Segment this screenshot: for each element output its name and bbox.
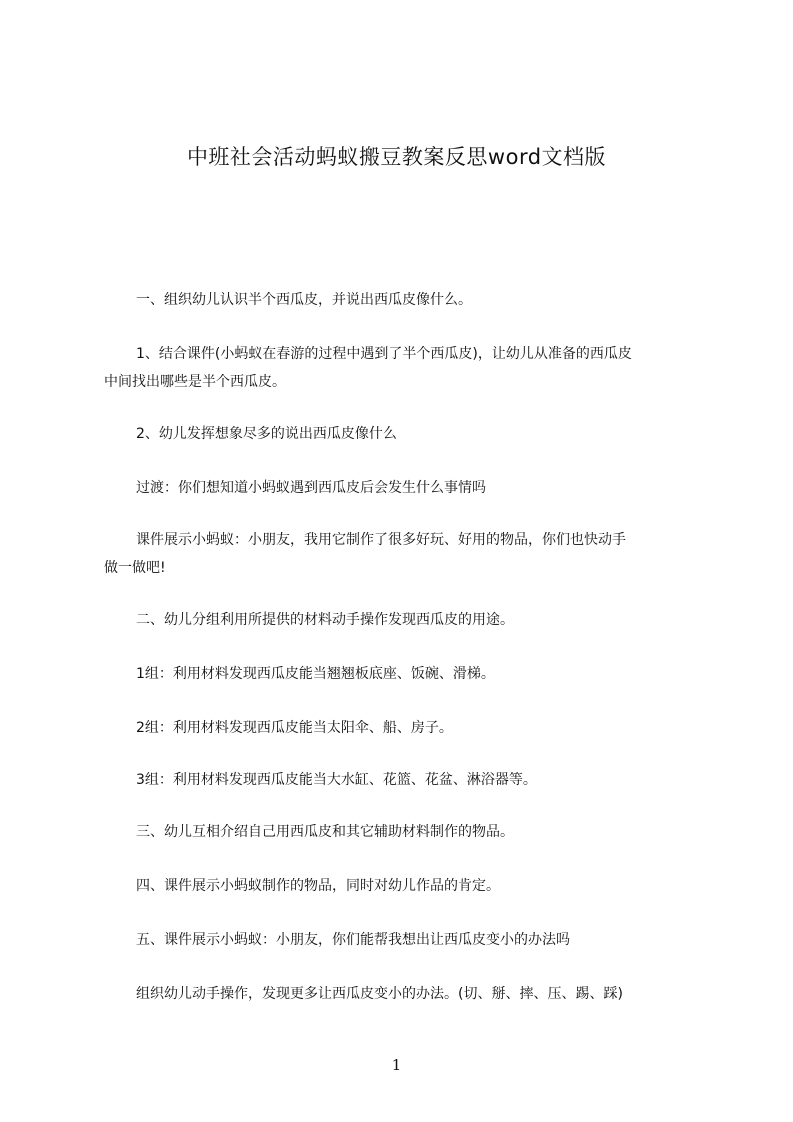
paragraph-text-continued: 中间找出哪些是半个西瓜皮。 [104,374,286,390]
document-title: 中班社会活动蚂蚁搬豆教案反思word文档版 [186,145,607,169]
paragraph-section-2 [104,606,704,634]
page-number: 1 [391,1056,402,1074]
paragraph-courseware [104,526,704,582]
paragraph-text: 五、课件展示小蚂蚁：小朋友，你们能帮我想出让西瓜皮变小的办法吗 [136,932,570,948]
paragraph-section-5 [104,926,704,954]
paragraph-group-2 [104,714,704,742]
paragraph-transition [104,474,704,502]
paragraph-text: 组织幼儿动手操作，发现更多让西瓜皮变小的办法。(切、掰、摔、压、踢、踩) [136,986,623,1002]
paragraph-text: 1组：利用材料发现西瓜皮能当翘翘板底座、饭碗、滑梯。 [136,666,495,682]
paragraph-text: 四、课件展示小蚂蚁制作的物品，同时对幼儿作品的肯定。 [136,878,500,894]
paragraph-text: 一、组织幼儿认识半个西瓜皮，并说出西瓜皮像什么。 [136,292,472,308]
paragraph-text: 三、幼儿互相介绍自己用西瓜皮和其它辅助材料制作的物品。 [136,824,514,840]
paragraph-text: 3组：利用材料发现西瓜皮能当大水缸、花篮、花盆、淋浴器等。 [136,772,537,788]
paragraph-text: 2、幼儿发挥想象尽多的说出西瓜皮像什么 [136,426,397,442]
paragraph-text: 1、结合课件(小蚂蚁在春游的过程中遇到了半个西瓜皮)，让幼儿从准备的西瓜皮 [136,346,632,362]
paragraph-section-1 [104,286,704,314]
paragraph-text: 课件展示小蚂蚁：小朋友，我用它制作了很多好玩、好用的物品，你们也快动手 [136,532,626,548]
paragraph-step-1 [104,340,704,396]
paragraph-text-continued: 做一做吧! [104,560,166,576]
paragraph-activity [104,980,704,1008]
paragraph-step-2 [104,420,704,448]
paragraph-text: 过渡：你们想知道小蚂蚁遇到西瓜皮后会发生什么事情吗 [136,480,486,496]
paragraph-text: 二、幼儿分组利用所提供的材料动手操作发现西瓜皮的用途。 [136,612,514,628]
paragraph-group-3 [104,766,704,794]
paragraph-section-4 [104,872,704,900]
paragraph-group-1 [104,660,704,688]
paragraph-section-3 [104,818,704,846]
paragraph-text: 2组：利用材料发现西瓜皮能当太阳伞、船、房子。 [136,720,453,736]
